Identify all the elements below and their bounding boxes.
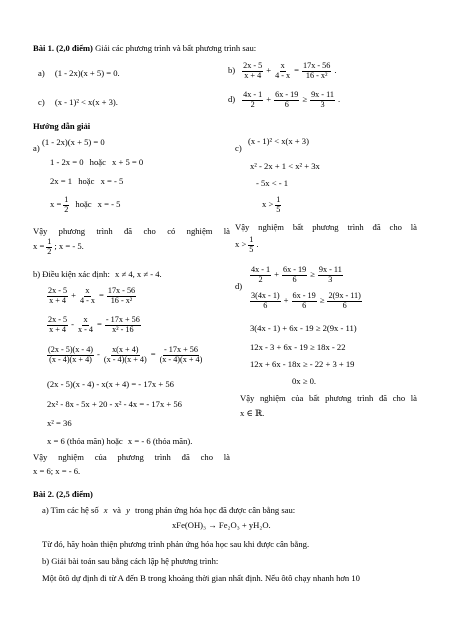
sol-a-line1: (1 - 2x)(x + 5) = 0 [42, 137, 105, 147]
operator: - [97, 349, 100, 360]
denominator: 6 [292, 274, 297, 284]
numerator: 1 [249, 235, 254, 244]
fraction [107, 287, 136, 305]
denominator: 6 [284, 99, 289, 109]
sol-d-answer: x ∈ ℝ. [240, 408, 265, 418]
sol-a-label: a) [33, 143, 40, 153]
numerator: x(x + 4) [112, 345, 139, 354]
denominator: x + 4 [49, 324, 66, 334]
equals-sign: = [98, 290, 104, 301]
operator: - [71, 319, 74, 330]
fraction [79, 287, 96, 305]
bai1-intro: Giải các phương trình và bất phương trình sau: [95, 43, 257, 53]
fraction [274, 62, 291, 80]
bai2-from-there: Từ đó, hãy hoàn thiện phương trình phản ứng hóa học sau khi được cân bằng. [42, 539, 310, 549]
denominator: 5 [249, 244, 254, 254]
fraction [103, 346, 148, 364]
denominator: x + 4 [49, 295, 66, 305]
bai1-a-label: a) [38, 68, 45, 78]
denominator: 5 [276, 204, 281, 214]
fraction [275, 196, 281, 214]
huong-dan-heading: Hướng dẫn giải [33, 121, 91, 131]
bai1-b: b) $\frac{2x - 5}{x + 4}$ + $\frac{x}{4 - x}$ = $\frac{17x - 56}{\text{16 - x²}}$ . [228, 61, 337, 80]
bai1-a-equation: (1 - 2x)(x + 5) = 0. [54, 68, 120, 78]
eq-part: . [256, 239, 259, 250]
bai1-c-equation: (x - 1)² < x(x + 3). [54, 97, 118, 107]
equals-sign: = [150, 349, 156, 360]
period: . [313, 376, 317, 386]
eq-part: x + 5 = 0 [112, 157, 144, 167]
denominator: 6 [342, 300, 347, 310]
numerator: - 17x + 56 [163, 345, 198, 354]
sol-d-row1 [250, 266, 343, 284]
numerator: 4x - 1 [243, 90, 263, 99]
sol-d-line4: 12x - 3 + 6x - 19 ≥ 18x - 22 [250, 342, 346, 352]
operator: + [274, 269, 279, 280]
denominator: x - 4 [77, 324, 93, 334]
bai1-c [38, 98, 118, 108]
sol-a-line4 [50, 196, 120, 214]
fraction [274, 91, 299, 109]
operator: + [71, 290, 76, 301]
fraction [47, 287, 68, 305]
eq-part: x > [235, 239, 247, 250]
bai1-b-label: b) [228, 65, 236, 76]
sol-b-line7 [47, 437, 192, 447]
eq-part: x = - 5 [100, 176, 124, 186]
sol-d-conclusion: Vậy nghiệm của bất phương trình đã cho là [240, 393, 417, 403]
fraction [292, 292, 317, 310]
numerator: 2x - 5 [48, 286, 68, 295]
denominator: 2 [258, 274, 263, 284]
numerator: 6x - 19 [282, 265, 307, 274]
numerator: 1 [276, 195, 281, 204]
numerator: 1 [64, 195, 69, 204]
sol-d-line5: 12x + 6x - 18x ≥ - 22 + 3 + 19 [250, 359, 355, 369]
denominator: 16 - x² [110, 295, 133, 305]
bai2-reaction: xFe(OH)₃ → Fe₂O₃ + yH₂O. [172, 520, 271, 530]
sol-c-line1: (x - 1)² < x(x + 3) [248, 136, 309, 146]
fraction [250, 266, 271, 284]
bai1-d-label: d) [228, 94, 236, 105]
ge-sign: ≥ [310, 269, 315, 280]
denominator: 3 [328, 274, 333, 284]
fraction [282, 266, 307, 284]
eq-part: 0x ≥ 0 [292, 376, 314, 386]
bai1-c-label: c) [38, 97, 45, 107]
eq-part: ; x = - 5. [54, 241, 84, 252]
eq-part: x > [262, 199, 274, 210]
var-x: x [103, 505, 108, 515]
sol-b-condition [33, 270, 162, 280]
eq-part: 1 - 2x = 0 [50, 157, 84, 167]
sol-c-line2: x² - 2x + 1 < x² + 3x [250, 161, 320, 171]
numerator: 3(4x - 1) [251, 291, 280, 300]
bai2-problem: Một ôtô dự định đi từ A đến B trong khoảng thời gian nhất định. Nếu ôtô chạy nhanh hơn 10 [42, 573, 360, 583]
sol-b-label: b) Điều kiện xác định: [33, 269, 110, 279]
denominator: x² - 16 [112, 324, 134, 334]
period: . [334, 65, 337, 76]
denominator: 6 [302, 300, 307, 310]
text: trong phản ứng hóa học đã được cân bằng sau: [135, 505, 296, 515]
bai2-a-line [42, 506, 295, 516]
eq-part: x = - 6 [127, 436, 151, 446]
denominator: 3 [320, 99, 325, 109]
bai1-a [38, 69, 120, 79]
sol-b-cond: x ≠ 4, x ≠ - 4. [115, 269, 162, 279]
note: (thỏa mãn). [152, 436, 193, 446]
denominator: 2 [64, 204, 69, 214]
numerator: x [85, 286, 90, 295]
sol-b-row2 [47, 316, 141, 334]
sol-d-label: d) [235, 281, 243, 291]
eq-part: x = [50, 199, 62, 210]
sol-b-row1 [47, 287, 136, 305]
sol-c-conclusion: Vậy nghiệm bất phương trình đã cho là [235, 222, 417, 232]
sol-c-line3: - 5x < - 1 [256, 178, 289, 188]
numerator: 2x - 5 [243, 61, 263, 70]
hoac-word: hoặc [89, 157, 106, 167]
eq-part: x = 6 [47, 436, 65, 446]
operator: + [283, 295, 289, 306]
fraction [310, 91, 335, 109]
fraction [318, 266, 343, 284]
sol-c-label: c) [235, 143, 242, 153]
numerator: 6x - 19 [275, 90, 299, 99]
eq-part: x = - 5 [97, 199, 121, 210]
period: . [337, 94, 341, 105]
numerator: 2x - 5 [48, 315, 68, 324]
fraction [105, 316, 141, 334]
numerator: 9x - 11 [311, 90, 334, 99]
hoac-word: hoặc [78, 176, 95, 186]
numerator: 9x - 11 [318, 265, 342, 274]
text: a) Tìm các hệ số [42, 505, 99, 515]
fraction [63, 196, 69, 214]
numerator: (2x - 5)(x - 4) [48, 345, 94, 354]
fraction [242, 91, 263, 109]
sol-a-line2 [50, 158, 143, 168]
denominator: 6 [263, 300, 268, 310]
numerator: - 17x + 56 [105, 315, 140, 324]
numerator: 1 [47, 237, 52, 246]
fraction [47, 316, 68, 334]
sol-b-answer: x = 6; x = - 6. [33, 466, 81, 476]
fraction [250, 292, 281, 310]
sol-a-answer [33, 238, 84, 256]
numerator: 2(9x - 11) [328, 291, 361, 300]
numerator: 17x - 56 [303, 61, 331, 70]
sol-c-answer [235, 236, 259, 254]
fraction [159, 346, 204, 364]
denominator: 2 [250, 99, 255, 109]
sol-b-line6: x² = 36 [47, 418, 72, 428]
sol-b-line5: 2x² - 8x - 5x + 20 - x² - 4x = - 17x + 56 [47, 399, 182, 409]
sol-a-conclusion: Vậy phương trình đã cho có nghiệm là [33, 226, 230, 236]
equals-sign: = [97, 319, 102, 330]
hoac-word: hoặc [75, 199, 92, 210]
fraction [302, 62, 331, 80]
bai1-d: d) $\frac{4x - 1}{2}$ + $\frac{6x - 19}{6}$ ≥ $\frac{9x - 11}{3}$ . [228, 90, 341, 109]
fraction [248, 236, 254, 254]
numerator: x [280, 61, 285, 70]
sol-c-line4 [262, 196, 281, 214]
fraction [47, 346, 94, 364]
text: và [112, 505, 121, 515]
equals-sign: = [294, 65, 300, 76]
sol-b-row3 [47, 346, 203, 364]
denominator: (x - 4)(x + 4) [49, 354, 92, 364]
fraction [242, 62, 263, 80]
sol-d-line3: 3(4x - 1) + 6x - 19 ≥ 2(9x - 11) [250, 323, 357, 333]
bai2-b-line: b) Giải bài toán sau bằng cách lập hệ phương trình: [42, 556, 219, 566]
ge-sign: ≥ [319, 295, 325, 306]
denominator: 2 [47, 246, 52, 256]
denominator: (x - 4)(x + 4) [103, 354, 147, 364]
note: (thỏa mãn) hoặc [66, 436, 123, 446]
numerator: 4x - 1 [251, 265, 271, 274]
bai1-title: Bài 1. (2,0 điểm) [33, 43, 93, 53]
sol-b-line4: (2x - 5)(x - 4) - x(x + 4) = - 17x + 56 [47, 379, 174, 389]
bai2-title: Bài 2. (2,5 điểm) [33, 489, 93, 499]
sol-d-line6 [292, 377, 316, 386]
eq-part: 2x = 1 [50, 176, 73, 186]
eq-part: x = [33, 241, 45, 252]
var-y: y [126, 505, 130, 515]
ge-sign: ≥ [302, 94, 308, 105]
denominator: (x - 4)(x + 4) [159, 354, 203, 364]
fraction [77, 316, 94, 334]
bai1-header [33, 44, 256, 54]
numerator: x [83, 315, 88, 324]
denominator: x + 4 [244, 70, 262, 80]
denominator: 4 - x [275, 70, 291, 80]
sol-a-line3 [50, 177, 123, 187]
sol-d-row2 [250, 292, 362, 310]
denominator: 16 - x² [305, 70, 328, 80]
sol-b-conclusion: Vậy nghiệm của phương trình đã cho là [33, 452, 230, 462]
numerator: 6x - 19 [292, 291, 316, 300]
fraction [327, 292, 361, 310]
fraction [46, 238, 52, 256]
numerator: 17x - 56 [107, 286, 136, 295]
denominator: 4 - x [79, 295, 95, 305]
